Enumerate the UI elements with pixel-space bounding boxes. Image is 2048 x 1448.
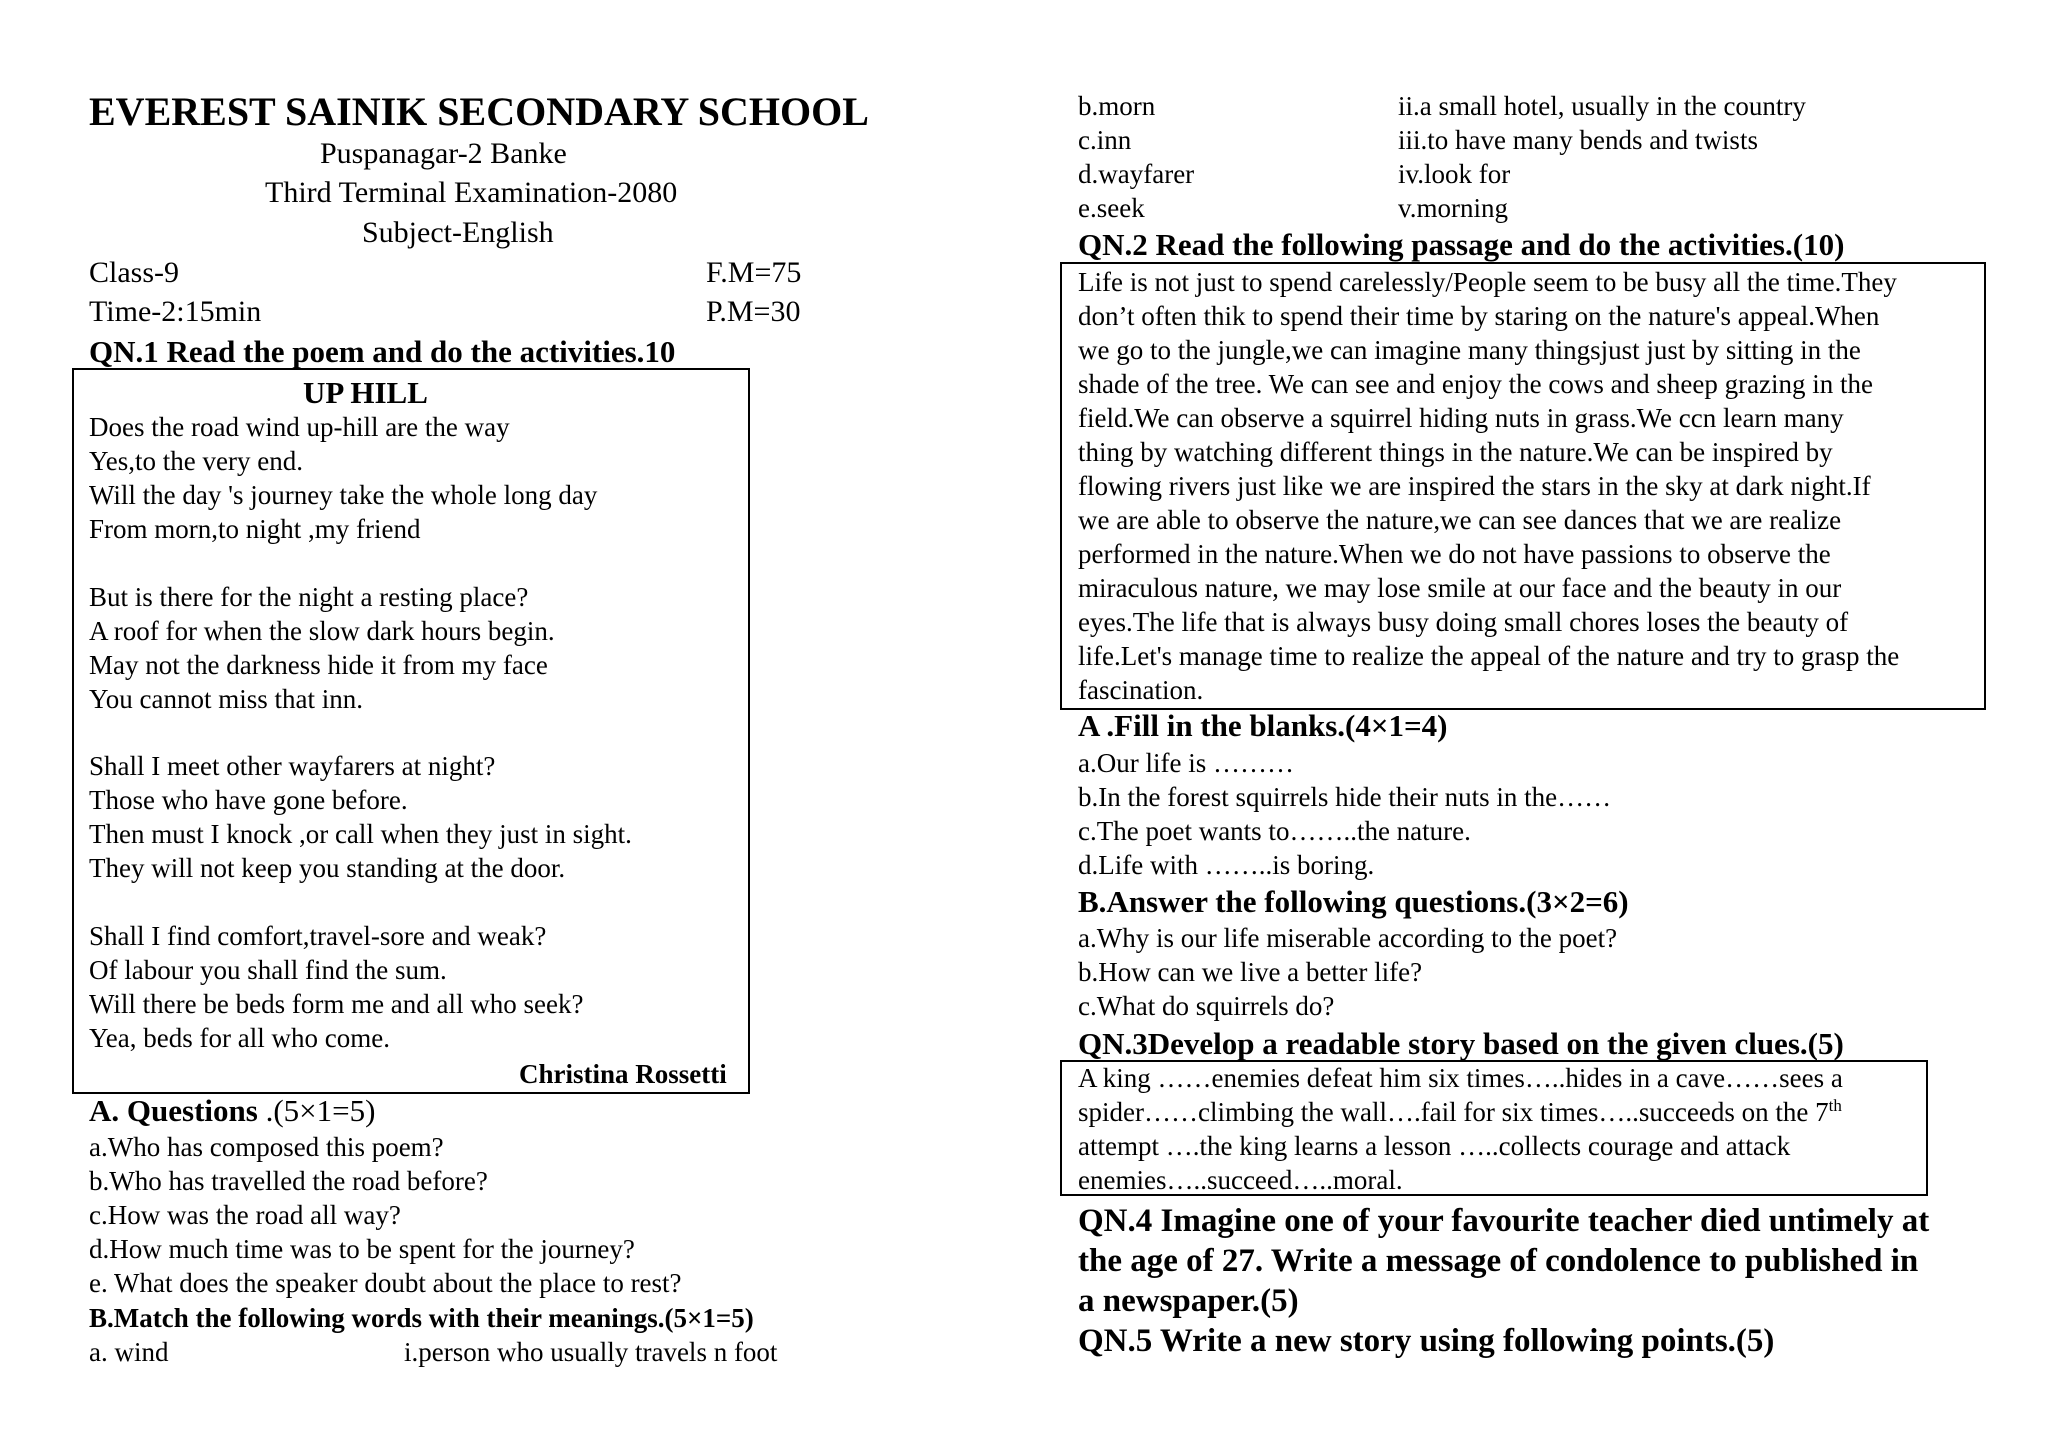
passage-text	[1078, 265, 1899, 707]
poem-line: Those who have gone before.	[89, 785, 408, 815]
passage-line: fascination.	[1078, 675, 1204, 705]
passage-line: flowing rivers just like we are inspired the stars in the sky at dark night.If	[1078, 471, 1871, 501]
poem-line: Of labour you shall find the sum.	[89, 955, 447, 985]
match-word: e.seek	[1078, 193, 1145, 223]
match-word: d.wayfarer	[1078, 159, 1195, 189]
answer-question-item: a.Why is our life miserable according to the poet?	[1078, 923, 1618, 953]
passage-line: don’t often thik to spend their time by staring on the nature's appeal.When	[1078, 301, 1880, 331]
passage-line: performed in the nature.When we do not have passions to observe the	[1078, 539, 1831, 569]
clue-line: attempt ….the king learns a lesson …..collects courage and attack	[1078, 1131, 1791, 1161]
poem-line: They will not keep you standing at the door.	[89, 853, 566, 883]
time-label: Time-2:15min	[89, 295, 262, 328]
questions-heading: A. Questions .(5×1=5)	[89, 1093, 376, 1128]
question-item: e. What does the speaker doubt about the place to rest?	[89, 1268, 682, 1298]
clue-line: enemies…..succeed…..moral.	[1078, 1165, 1403, 1195]
passage-line: we go to the jungle,we can imagine many thingsjust just by sitting in the	[1078, 335, 1861, 365]
answer-questions-items	[1078, 921, 1617, 1023]
poem-line: Yea, beds for all who come.	[89, 1023, 390, 1053]
poem-stanza-2	[89, 580, 555, 716]
fill-blank-item: a.Our life is ………	[1078, 748, 1294, 778]
qn2-heading: QN.2 Read the following passage and do the activities.(10)	[1078, 227, 1845, 262]
qn4-prompt	[1078, 1201, 1929, 1321]
poem-line: You cannot miss that inn.	[89, 684, 364, 714]
match-word: c.inn	[1078, 125, 1132, 155]
poem-title: UP HILL	[303, 375, 428, 410]
pass-marks: P.M=30	[706, 295, 801, 328]
story-clues-text	[1078, 1061, 1843, 1197]
subject-line: Subject-English	[362, 216, 554, 249]
poem-line: May not the darkness hide it from my face	[89, 650, 548, 680]
school-address: Puspanagar-2 Banke	[320, 137, 567, 170]
fill-blank-item: b.In the forest squirrels hide their nuts in the……	[1078, 782, 1612, 812]
full-marks: F.M=75	[706, 256, 802, 289]
match-meaning: i.person who usually travels n foot	[404, 1337, 778, 1367]
poem-stanza-1	[89, 410, 597, 546]
poem-line: A roof for when the slow dark hours begin.	[89, 616, 555, 646]
passage-line: Life is not just to spend carelessly/People seem to be busy all the time.They	[1078, 267, 1897, 297]
passage-line: shade of the tree. We can see and enjoy the cows and sheep grazing in the	[1078, 369, 1874, 399]
match-heading: B.Match the following words with their meanings.(5×1=5)	[89, 1303, 754, 1333]
match-meaning: iv.look for	[1398, 159, 1511, 189]
fill-blank-item: d.Life with ……..is boring.	[1078, 850, 1375, 880]
poem-line: Does the road wind up-hill are the way	[89, 412, 510, 442]
match-word: b.morn	[1078, 91, 1156, 121]
passage-line: field.We can observe a squirrel hiding nuts in grass.We ccn learn many	[1078, 403, 1844, 433]
match-meaning: iii.to have many bends and twists	[1398, 125, 1758, 155]
fill-blank-item: c.The poet wants to……..the nature.	[1078, 816, 1471, 846]
question-item: a.Who has composed this poem?	[89, 1132, 444, 1162]
fill-blanks-heading: A .Fill in the blanks.(4×1=4)	[1078, 708, 1448, 743]
qn5-prompt: QN.5 Write a new story using following points.(5)	[1078, 1323, 1775, 1359]
answer-questions-heading: B.Answer the following questions.(3×2=6)	[1078, 884, 1629, 919]
exam-title: Third Terminal Examination-2080	[265, 176, 678, 209]
fill-blanks-items	[1078, 746, 1611, 882]
answer-question-item: b.How can we live a better life?	[1078, 957, 1423, 987]
poem-line: Will the day 's journey take the whole long day	[89, 480, 598, 510]
match-rows-continued	[1078, 89, 1978, 225]
poem-line: Shall I find comfort,travel-sore and weak?	[89, 921, 547, 951]
poem-line: But is there for the night a resting place?	[89, 582, 529, 612]
poem-author: Christina Rossetti	[519, 1059, 727, 1089]
passage-line: life.Let's manage time to realize the appeal of the nature and try to grasp the	[1078, 641, 1900, 671]
poem-line: Will there be beds form me and all who seek?	[89, 989, 584, 1019]
poem-questions	[89, 1130, 682, 1300]
question-item: b.Who has travelled the road before?	[89, 1166, 488, 1196]
poem-line: Shall I meet other wayfarers at night?	[89, 751, 496, 781]
poem-line: Yes,to the very end.	[89, 446, 303, 476]
question-item: c.How was the road all way?	[89, 1200, 401, 1230]
qn4-line: a newspaper.(5)	[1078, 1283, 1299, 1319]
clue-line: A king ……enemies defeat him six times…..hides in a cave……sees a	[1078, 1063, 1843, 1093]
passage-line: we are able to observe the nature,we can see dances that we are realize	[1078, 505, 1842, 535]
passage-line: thing by watching different things in the nature.We can be inspired by	[1078, 437, 1833, 467]
poem-line: Then must I knock ,or call when they just in sight.	[89, 819, 632, 849]
question-item: d.How much time was to be spent for the journey?	[89, 1234, 635, 1264]
qn3-heading: QN.3Develop a readable story based on the given clues.(5)	[1078, 1026, 1844, 1061]
qn4-line: QN.4 Imagine one of your favourite teacher died untimely at	[1078, 1203, 1930, 1239]
match-row-1	[89, 1335, 829, 1369]
qn4-line: the age of 27. Write a message of condolence to published in	[1078, 1243, 1919, 1279]
match-meaning: ii.a small hotel, usually in the country	[1398, 91, 1806, 121]
poem-stanza-3	[89, 749, 632, 885]
class-label: Class-9	[89, 256, 179, 289]
clue-line: spider……climbing the wall….fail for six times…..succeeds on the 7th	[1078, 1096, 1842, 1127]
poem-stanza-4	[89, 919, 584, 1055]
match-meaning: v.morning	[1398, 193, 1508, 223]
passage-line: miraculous nature, we may lose smile at our face and the beauty in our	[1078, 573, 1842, 603]
poem-line: From morn,to night ,my friend	[89, 514, 421, 544]
school-name: EVEREST SAINIK SECONDARY SCHOOL	[89, 89, 869, 134]
match-word: a. wind	[89, 1337, 169, 1367]
qn1-heading: QN.1 Read the poem and do the activities.10	[89, 334, 676, 369]
passage-line: eyes.The life that is always busy doing small chores loses the beauty of	[1078, 607, 1849, 637]
answer-question-item: c.What do squirrels do?	[1078, 991, 1335, 1021]
